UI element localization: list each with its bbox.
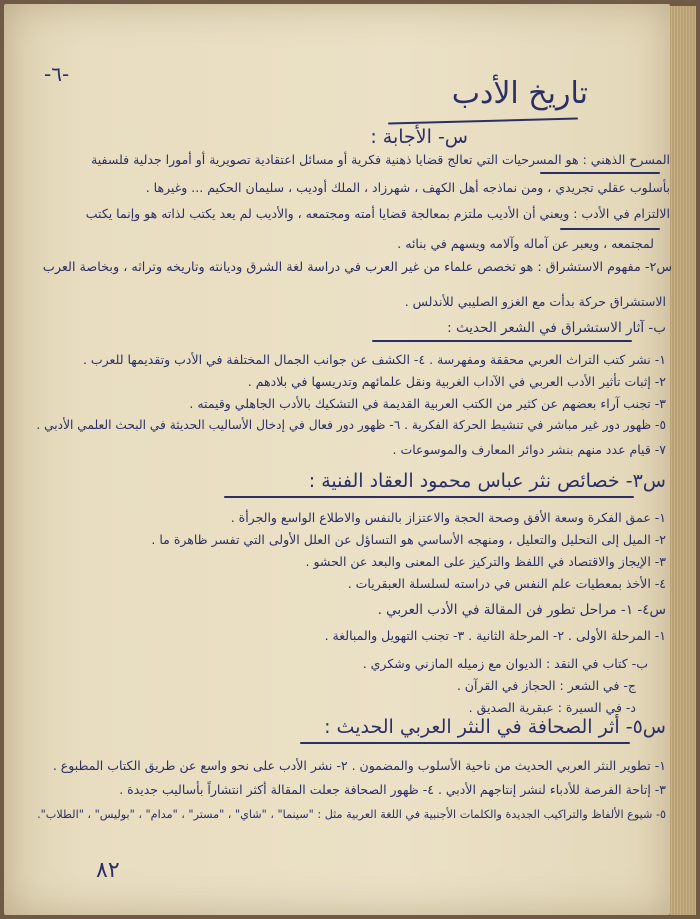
- list-item: ١- تطوير النثر العربي الحديث من ناحية الأسلوب والمضمون . ٢- نشر الأدب على نحو واسع عن طريق الكتاب المطبوع .: [52, 758, 666, 773]
- subheading: ب- آثار الاستشراق في الشعر الحديث :: [447, 320, 666, 336]
- list-item: ١- نشر كتب التراث العربي محققة ومفهرسة . ٤- الكشف عن جوانب الجمال المختلفة في الأدب وتقديمها للعرب .: [82, 352, 666, 367]
- list-item: ٢- الميل إلى التحليل والتعليل ، ومنهجه الأساسي هو التساؤل عن العلل الأولى التي تفسر ظاهرة ما .: [151, 532, 666, 547]
- question-line: س٢- مفهوم الاستشراق : هو تخصص علماء من غير العرب في دراسة لغة الشرق وديانته وتاريخه وتراثه ، وبخاصة العرب: [42, 260, 672, 275]
- text-line: الاستشراق حركة بدأت مع الغزو الصليبي للأندلس .: [404, 294, 666, 309]
- list-item: ٣- الإيجاز والاقتصاد في اللفظ والتركيز على المعنى والبعد عن الحشو .: [305, 554, 666, 569]
- heading-underline: [300, 742, 630, 744]
- term-underline: [560, 228, 660, 230]
- list-item: ج- في الشعر : الحجاز في القرآن .: [456, 678, 636, 693]
- list-item: ٥- شيوع الألفاظ والتراكيب الجديدة والكلمات الأجنبية في اللغة العربية مثل : "سينما" ، "شاي" ، "مستر" ، "مدام" ، "بوليس" ، "الطلاب".: [37, 808, 666, 821]
- question-heading: س٥- أثر الصحافة في النثر العربي الحديث :: [324, 716, 666, 738]
- list-item: ب- كتاب في النقد : الديوان مع زميله المازني وشكري .: [362, 656, 648, 671]
- term-underline: [540, 172, 660, 174]
- list-item: ٢- إثبات تأثير الأدب العربي في الآداب الغربية ونقل علمائهم وتدريسها في بلادهم .: [247, 374, 666, 389]
- notebook-page: [4, 4, 670, 915]
- list-item: ١- المرحلة الأولى . ٢- المرحلة الثانية . ٣- تجنب التهويل والمبالغة .: [324, 628, 666, 643]
- list-item: د- في السيرة : عبقرية الصديق .: [468, 700, 636, 715]
- answer-heading: س- الأجابة :: [370, 126, 468, 148]
- text-line: بأسلوب عقلي تجريدي ، ومن نماذجه أهل الكهف ، شهرزاد ، الملك أوديب ، سليمان الحكيم ... وغيرها .: [145, 180, 670, 195]
- question-line: س٤- ١- مراحل تطور فن المقالة في الأدب العربي .: [377, 602, 666, 618]
- list-item: ١- عمق الفكرة وسعة الأفق وصحة الحجة والاعتزاز بالنفس والاطلاع الواسع والجرأة .: [230, 510, 666, 525]
- list-item: ٥- ظهور دور غير مباشر في تنشيط الحركة الفكرية . ٦- ظهور دور فعال في إدخال الأساليب الحديثة في البحث العلمي الأدبي .: [36, 418, 666, 432]
- list-item: ٤- الأخذ بمعطيات علم النفس في دراسته لسلسلة العبقريات .: [347, 576, 666, 591]
- heading-underline: [224, 496, 634, 498]
- question-heading: س٣- خصائص نثر عباس محمود العقاد الفنية :: [308, 470, 666, 492]
- page-number-top: -٦-: [44, 62, 70, 86]
- page-edges: [670, 6, 696, 915]
- page-number-bottom: ٨٢: [96, 858, 120, 883]
- subheading-underline: [372, 340, 632, 342]
- list-item: ٣- إتاحة الفرصة للأدباء لنشر إنتاجهم الأدبي . ٤- ظهور الصحافة جعلت المقالة أكثر انتشاراً بأساليب جديدة .: [119, 782, 666, 797]
- page-title: تاريخ الأدب: [451, 76, 588, 111]
- text-line: المسرح الذهني : هو المسرحيات التي تعالج قضايا ذهنية فكرية أو مسائل اعتقادية تصويرية أو أمورا جدلية فلسفية: [91, 152, 670, 167]
- list-item: ٧- قيام عدد منهم بنشر دوائر المعارف والموسوعات .: [392, 442, 666, 457]
- text-line: لمجتمعه ، ويعبر عن آماله وآلامه ويسهم في بنائه .: [397, 236, 654, 251]
- text-line: الالتزام في الأدب : ويعني أن الأديب ملتزم بمعالجة قضايا أمته ومجتمعه ، والأديب لم يعد يكتب لذاته هو وإنما يكتب: [85, 206, 670, 221]
- list-item: ٣- تجنب آراء بعضهم عن كثير من الكتب العربية القديمة في التشكيك بالأدب الجاهلي وقيمته .: [189, 396, 666, 411]
